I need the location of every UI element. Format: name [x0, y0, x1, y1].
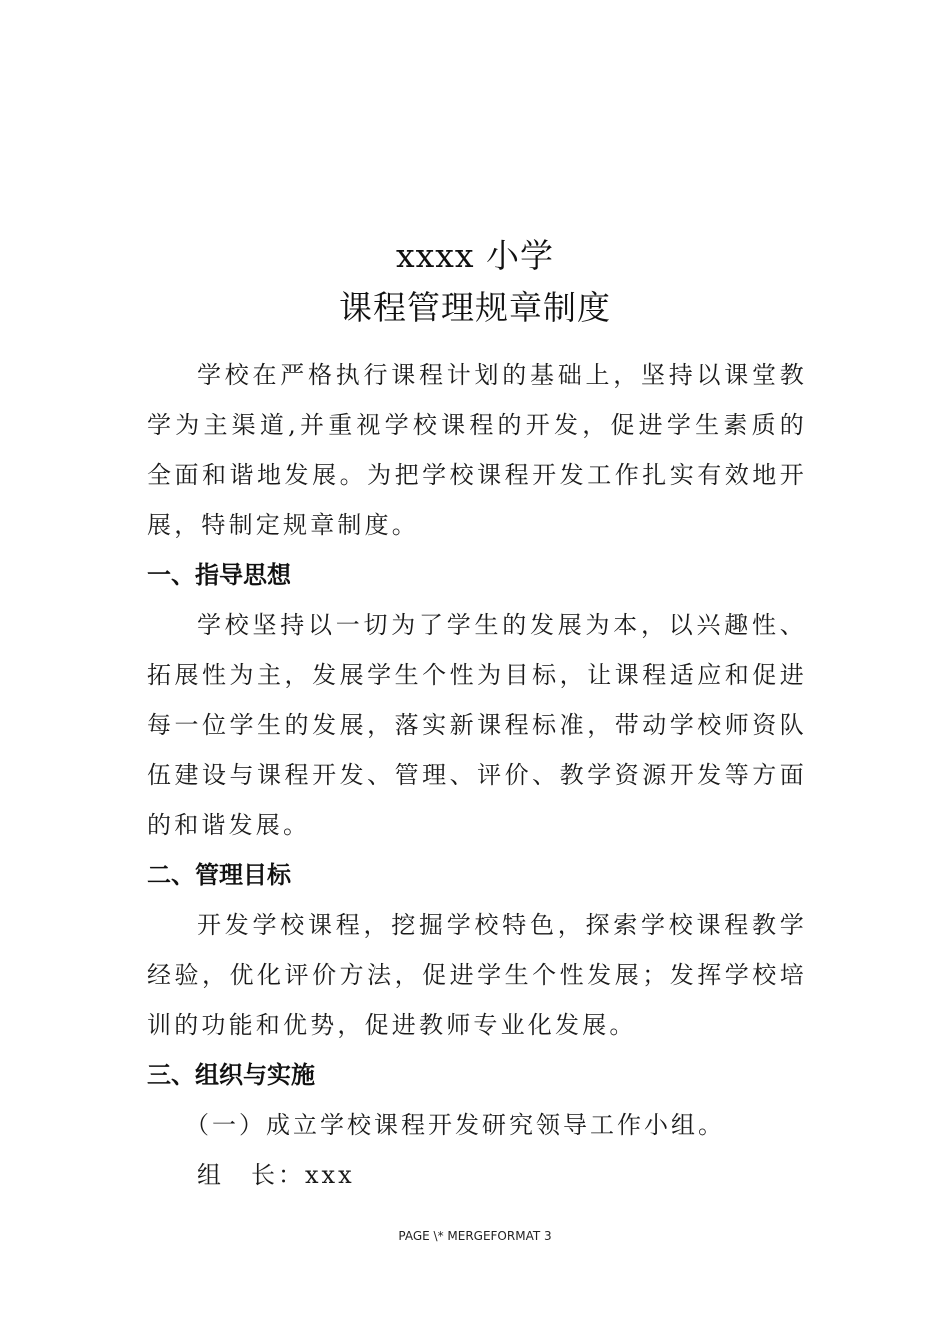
role-label: 组 长：	[197, 1161, 305, 1189]
section-paragraph-management-goals: 开发学校课程，挖掘学校特色，探索学校课程教学经验，优化评价方法，促进学生个性发展；发挥学校培训的功能和优势，促进教师专业化发展。	[147, 911, 807, 1039]
section-heading-management-goals: 二、管理目标	[147, 861, 291, 889]
section-paragraph-guiding-ideology: 学校坚持以一切为了学生的发展为本，以兴趣性、拓展性为主，发展学生个性为目标，让课程适应和促进每一位学生的发展，落实新课程标准，带动学校师资队伍建设与课程开发、管理、评价、教学资源开发等方面的和谐发展。	[147, 611, 807, 839]
intro-paragraph: 学校在严格执行课程计划的基础上，坚持以课堂教学为主渠道,并重视学校课程的开发，促进学生素质的全面和谐地发展。为把学校课程开发工作扎实有效地开展，特制定规章制度。	[147, 361, 807, 539]
document-title: 课程管理规章制度	[339, 288, 611, 327]
sub-item-leadership-group: （一）成立学校课程开发研究领导工作小组。	[185, 1111, 725, 1139]
role-line-leader	[147, 1150, 807, 1200]
document-body	[147, 350, 807, 1200]
role-value: xxx	[305, 1161, 355, 1189]
document-title-school: xxxx 小学	[396, 236, 554, 275]
page-footer: PAGE \* MERGEFORMAT 3	[398, 1229, 552, 1243]
section-heading-guiding-ideology: 一、指导思想	[147, 561, 291, 589]
section-heading-organization: 三、组织与实施	[147, 1061, 315, 1089]
